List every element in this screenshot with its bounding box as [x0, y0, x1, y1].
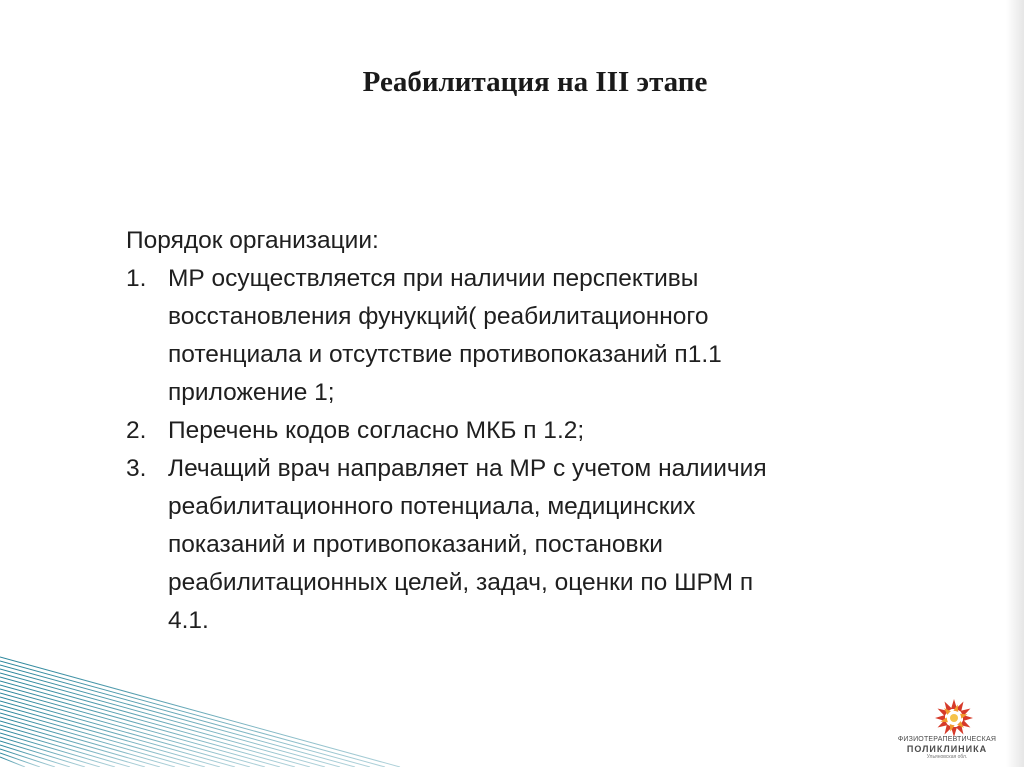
corner-wave-decoration [0, 637, 420, 767]
list-item-line: Лечащий врач направляет на МР с учетом налиичия [168, 455, 767, 482]
list-item-line: МР осуществляется при наличии перспективы [168, 265, 699, 292]
numbered-list [126, 260, 916, 640]
logo-text-small: Ульяновская обл. [926, 754, 968, 760]
logo-text-main: ПОЛИКЛИНИКА [906, 744, 988, 754]
list-item-line: показаний и противопоказаний, постановки [168, 531, 663, 558]
list-item [126, 412, 916, 450]
slide-title: Реабилитация на III этапе [362, 66, 708, 98]
list-item-line: восстановления фунукций( реабилитационного [168, 303, 709, 330]
slide-edge-shadow [1006, 0, 1024, 767]
list-item-line: реабилитационного потенциала, медицинских [168, 493, 696, 520]
list-item-line: 4.1. [168, 607, 209, 634]
sun-logo-icon [932, 698, 976, 738]
list-item [126, 260, 916, 412]
list-item [126, 450, 916, 640]
list-item-number: 3. [126, 455, 147, 482]
slide-body [126, 222, 916, 640]
list-item-line: приложение 1; [168, 379, 335, 406]
list-item-number: 2. [126, 417, 147, 444]
list-item-line: реабилитационных целей, задач, оценки по ШРМ п [168, 569, 754, 596]
logo-text-top: ФИЗИОТЕРАПЕВТИЧЕСКАЯ [897, 736, 997, 743]
list-item-line: Перечень кодов согласно МКБ п 1.2; [168, 417, 585, 444]
list-item-line: потенциала и отсутствие противопоказаний п1.1 [168, 341, 722, 368]
clinic-logo [888, 698, 1006, 760]
intro-text: Порядок организации: [126, 227, 379, 254]
list-item-number: 1. [126, 265, 147, 292]
